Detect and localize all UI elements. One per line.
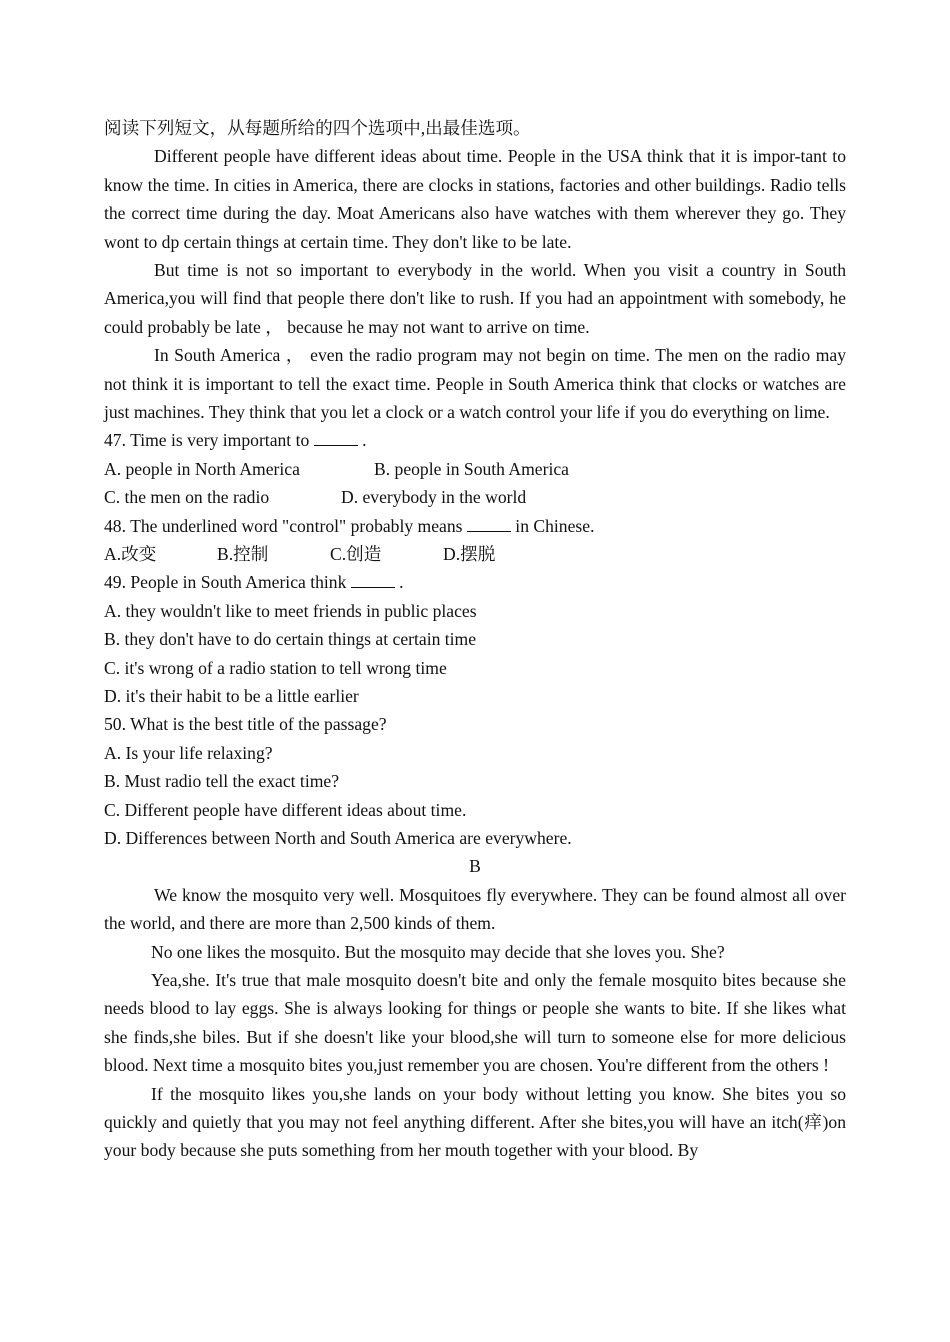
question-47-options-ab — [104, 455, 846, 483]
question-47-option-c: C. the men on the radio — [104, 487, 270, 508]
reading-exercise — [104, 114, 846, 1165]
passage-b-paragraph-3: Yea,she. It's true that male mosquito doesn't bite and only the female mosquito bites because she needs blood to lay eggs. She is always looking for things or people she wants to bite. If she likes what she finds,she biles. But if she doesn't like your blood,she will turn to someone else for more delicious blood. Next time a mosquito bites you,just remember you are chosen. You're different from the others ! — [104, 969, 846, 1076]
question-49-option-b: B. they don't have to do certain things at certain time — [104, 629, 477, 650]
question-47-option-d: D. everybody in the world — [341, 487, 527, 508]
question-50-option-c: C. Different people have different ideas about time. — [104, 799, 467, 820]
question-49-option-a: A. they wouldn't like to meet friends in public places — [104, 600, 477, 621]
question-47-option-b: B. people in South America — [374, 458, 569, 479]
question-50-option-b: B. Must radio tell the exact time? — [104, 771, 340, 792]
question-49-option-d: D. it's their habit to be a little earlier — [104, 685, 359, 706]
question-48-option-a: A.改变 — [104, 544, 157, 565]
question-47-stem: 47. Time is very important to . — [104, 430, 367, 451]
answer-blank — [314, 429, 358, 446]
passage-a-paragraph-2: But time is not so important to everybody in the world. When you visit a country in South America,you will find that people there don't like to rush. If you had an appointment with somebody, he could probably be late ， because he may not want to arrive on time. — [104, 260, 846, 337]
passage-a-paragraph-1: Different people have different ideas about time. People in the USA think that it is impor-tant to know the time. In cities in America, there are clocks in stations, factories and other buildings. Radio tells the correct time during the day. Moat Americans also have watches with them wherever they go. They wont to dp certain things at certain time. They don't like to be late. — [104, 146, 846, 252]
question-48-options — [104, 540, 846, 568]
question-49-stem: 49. People in South America think . — [104, 572, 404, 593]
section-b-heading: B — [469, 856, 481, 877]
question-48-stem: 48. The underlined word "control" probably means in Chinese. — [104, 515, 595, 536]
question-47-option-a: A. people in North America — [104, 458, 300, 479]
question-50-stem: 50. What is the best title of the passage? — [104, 714, 387, 735]
question-47-options-cd — [104, 483, 846, 511]
passage-b-paragraph-4: If the mosquito likes you,she lands on your body without letting you know. She bites you so quickly and quietly that you may not feel anything different. After she bites,you will have an itch(痒)on your body because she puts something from her mouth together with your blood. By — [104, 1083, 846, 1161]
answer-blank — [467, 515, 511, 532]
passage-b-paragraph-2: No one likes the mosquito. But the mosquito may decide that she loves you. She? — [151, 941, 725, 962]
question-50-option-a: A. Is your life relaxing? — [104, 742, 273, 763]
instruction: 阅读下列短文，从每题所给的四个选项中,出最佳选项。 — [104, 118, 531, 138]
question-48-option-c: C.创造 — [330, 544, 382, 565]
question-50-option-d: D. Differences between North and South America are everywhere. — [104, 827, 572, 848]
question-48-option-d: D.摆脱 — [443, 544, 496, 565]
question-48-option-b: B.控制 — [217, 544, 269, 565]
answer-blank — [351, 571, 395, 588]
passage-b-paragraph-1: We know the mosquito very well. Mosquitoes fly everywhere. They can be found almost all over the world, and there are more than 2,500 kinds of them. — [104, 884, 846, 934]
passage-a-paragraph-3: In South America ， even the radio program may not begin on time. The men on the radio may not think it is important to tell the exact time. People in South America think that clocks or watches are just machines. They think that you let a clock or a watch control your life if you do everything on lime. — [104, 345, 846, 423]
question-49-option-c: C. it's wrong of a radio station to tell wrong time — [104, 657, 447, 678]
